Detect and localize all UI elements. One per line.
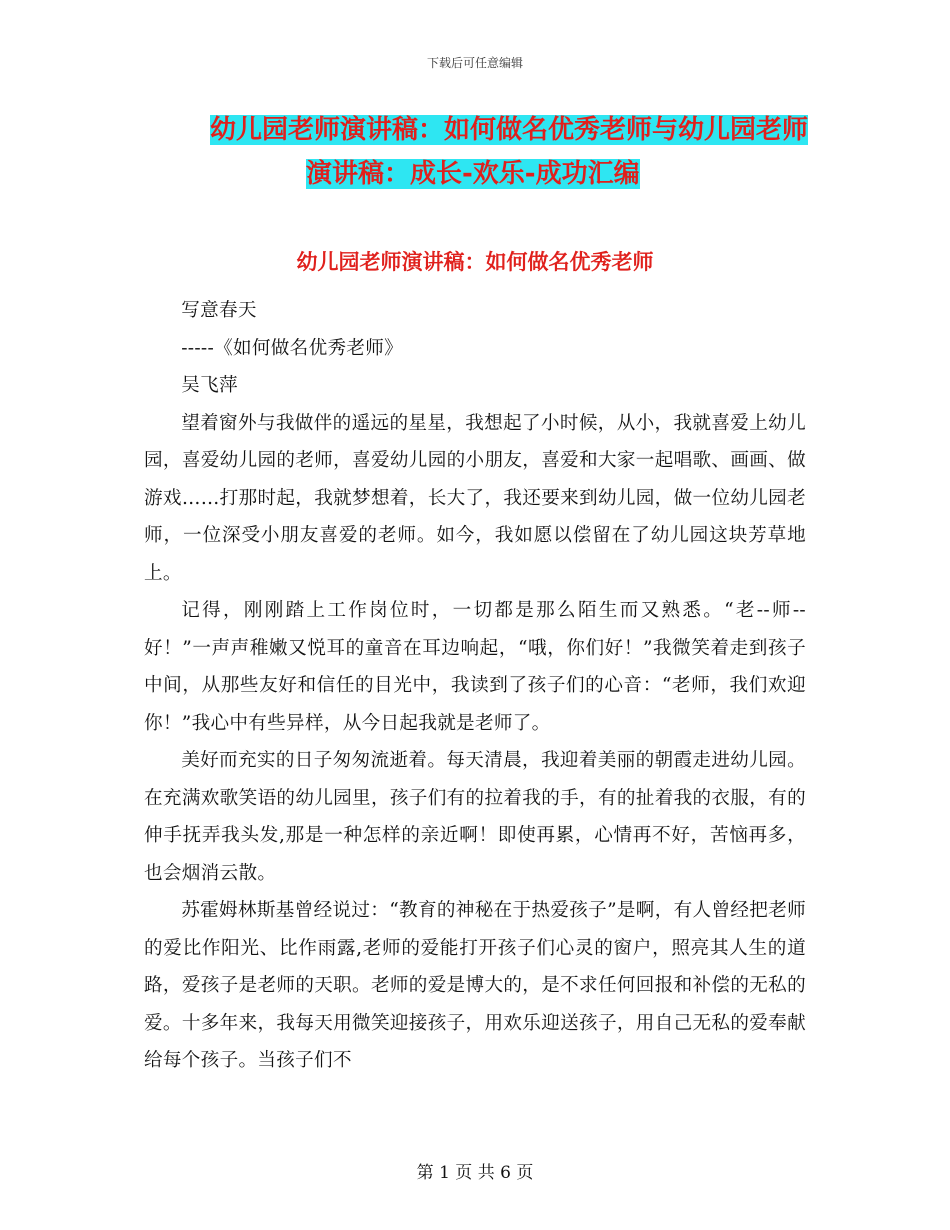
document-title [140,108,820,196]
title-line-1-text: 幼儿园老师演讲稿：如何做名优秀老师与幼儿园老师 [209,115,808,145]
title-line-2-text: 演讲稿：成长-欢乐-成功汇编 [306,159,640,189]
paragraph: 望着窗外与我做伴的遥远的星星，我想起了小时候，从小，我就喜爱上幼儿园，喜爱幼儿园的老师，喜爱幼儿园的小朋友，喜爱和大家一起唱歌、画画、做游戏……打那时起，我就梦想着，长大了，我还要来到幼儿园，做一位幼儿园老师，一位深受小朋友喜爱的老师。如今，我如愿以偿留在了幼儿园这块芳草地上。 [144,412,806,584]
paragraph: -----《如何做名优秀老师》 [181,337,404,359]
title-line-1 [140,108,820,152]
paragraph: 苏霍姆林斯基曾经说过：“教育的神秘在于热爱孩子”是啊，有人曾经把老师的爱比作阳光、比作雨露,老师的爱能打开孩子们心灵的窗户，照亮其人生的道路，爱孩子是老师的天职。老师的爱是博大的，是不求任何回报和补偿的无私的爱。十多年来，我每天用微笑迎接孩子，用欢乐迎送孩子，用自己无私的爱奉献给每个孩子。当孩子们不 [144,900,806,1071]
paragraph: 美好而充实的日子匆匆流逝着。每天清晨，我迎着美丽的朝霞走进幼儿园。在充满欢歌笑语的幼儿园里，孩子们有的拉着我的手，有的扯着我的衣服，有的伸手抚弄我头发,那是一种怎样的亲近啊！即使再累，心情再不好，苦恼再多，也会烟消云散。 [144,750,806,884]
page-footer: 第 1 页 共 6 页 [416,1163,534,1183]
paragraph: 记得，刚刚踏上工作岗位时，一切都是那么陌生而又熟悉。“老--师--好！”一声声稚嫩又悦耳的童音在耳边响起，“哦，你们好！”我微笑着走到孩子中间，从那些友好和信任的目光中，我读到了孩子们的心音：“老师，我们欢迎你！”我心中有些异样，从今日起我就是老师了。 [144,600,806,734]
document-body [144,292,806,1080]
paragraph: 写意春天 [181,300,257,321]
section-title: 幼儿园老师演讲稿：如何做名优秀老师 [296,250,654,274]
title-line-2 [140,152,820,196]
paragraph: 吴飞萍 [181,375,238,396]
header-note: 下载后可任意编辑 [426,56,523,70]
